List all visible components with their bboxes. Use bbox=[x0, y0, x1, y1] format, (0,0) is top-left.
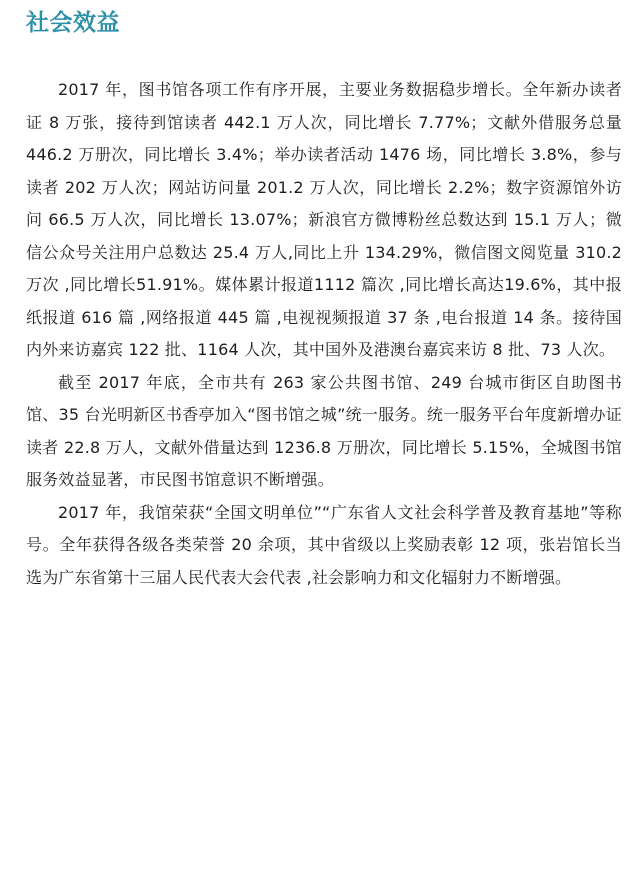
document-body bbox=[26, 74, 622, 594]
paragraph-city-library-service: 截至 2017 年底，全市共有 263 家公共图书馆、249 台城市街区自助图书馆、35 台光明新区书香亭加入“图书馆之城”统一服务。统一服务平台年度新增办证读者 22.8 万人，文献外借量达到 1236.8 万册次，同比增长 5.15%，全城图书馆服务效益显著，市民图书馆意识不断增强。 bbox=[26, 372, 622, 489]
section-title: 社会效益 bbox=[26, 10, 120, 36]
paragraph-honors: 2017 年，我馆荣获“全国文明单位”“广东省人文社会科学普及教育基地”等称号。全年获得各级各类荣誉 20 余项，其中省级以上奖励表彰 12 项，张岩馆长当选为广东省第十三届人民代表大会代表 ,社会影响力和文化辐射力不断增强。 bbox=[26, 502, 622, 587]
paragraph-library-statistics: 2017 年，图书馆各项工作有序开展，主要业务数据稳步增长。全年新办读者证 8 万张，接待到馆读者 442.1 万人次，同比增长 7.77%；文献外借服务总量 446.2 万册次，同比增长 3.4%；举办读者活动 1476 场，同比增长 3.8%，参与读者 202 万人次；网站访问量 201.2 万人次，同比增长 2.2%；数字资源馆外访问 66.5 万人次，同比增长 13.07%；新浪官方微博粉丝总数达到 15.1 万人；微信公众号关注用户总数达 25.4 万人,同比上升 134.29%，微信图文阅览量 310.2万次 ,同比增长51.91%。媒体累计报道1112 篇次 ,同比增长高达19.6%，其中报纸报道 616 篇 ,网络报道 445 篇 ,电视视频报道 37 条 ,电台报道 14 条。接待国内外来访嘉宾 122 批、1164 人次，其中国外及港澳台嘉宾来访 8 批、73 人次。 bbox=[26, 80, 622, 359]
